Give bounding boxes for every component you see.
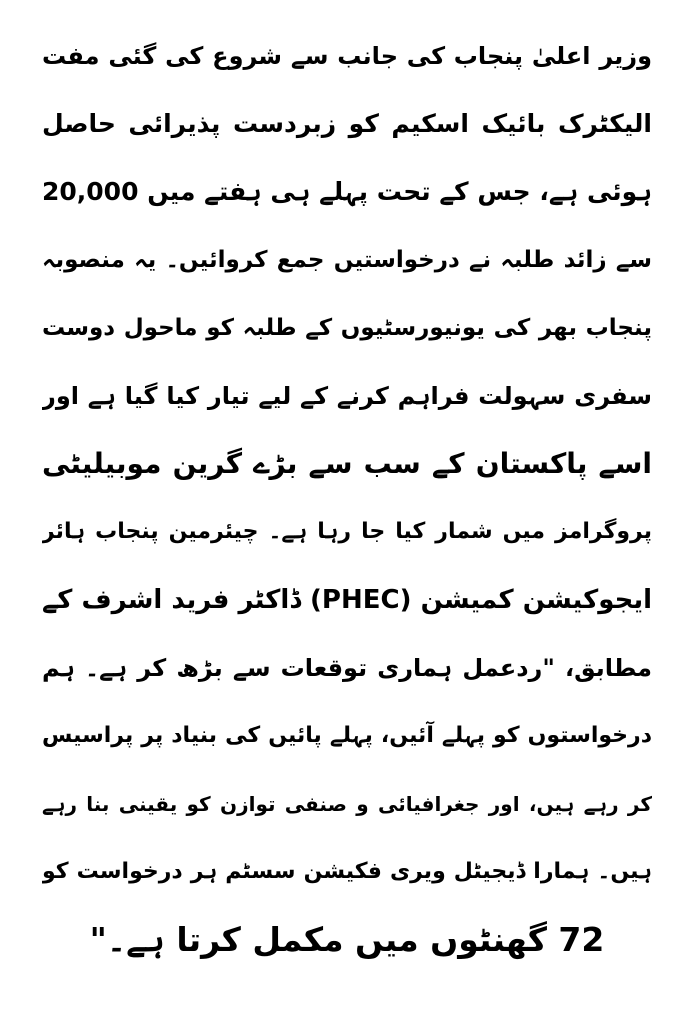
text-line: سفری سہولت فراہم کرنے کے لیے تیار کیا گیا ہے اور — [42, 382, 652, 410]
text-line: سے زائد طلبہ نے درخواستیں جمع کروائیں۔ یہ منصوبہ — [42, 247, 652, 273]
text-line: وزیر اعلیٰ پنجاب کی جانب سے شروع کی گئی مفت — [42, 42, 652, 70]
text-line: درخواستوں کو پہلے آئیں، پہلے پائیں کی بنیاد پر پراسیس — [42, 723, 652, 748]
text-line: مطابق، "ردعمل ہماری توقعات سے بڑھ کر ہے۔ ہم — [42, 654, 652, 682]
text-line: ہوئی ہے، جس کے تحت پہلے ہی ہفتے میں 20,000 — [42, 177, 652, 206]
text-line: کر رہے ہیں، اور جغرافیائی و صنفی توازن کو یقینی بنا رہے — [42, 792, 652, 816]
text-line: ایجوکیشن کمیشن (PHEC) ڈاکٹر فرید اشرف کے — [42, 585, 652, 615]
text-line: پنجاب بھر کی یونیورسٹیوں کے طلبہ کو ماحول دوست — [42, 315, 652, 341]
article-text — [42, 22, 652, 974]
text-line: ہیں۔ ہمارا ڈیجیٹل ویری فکیشن سسٹم ہر درخواست کو — [42, 859, 652, 884]
text-line-last: 72 گھنٹوں میں مکمل کرتا ہے۔" — [89, 920, 605, 959]
text-line: اسے پاکستان کے سب سے بڑے گرین موبیلیٹی — [42, 447, 652, 480]
text-line: پروگرامز میں شمار کیا جا رہا ہے۔ چیئرمین پنجاب ہائر — [42, 519, 652, 544]
text-line: الیکٹرک بائیک اسکیم کو زبردست پذیرائی حاصل — [42, 109, 652, 138]
